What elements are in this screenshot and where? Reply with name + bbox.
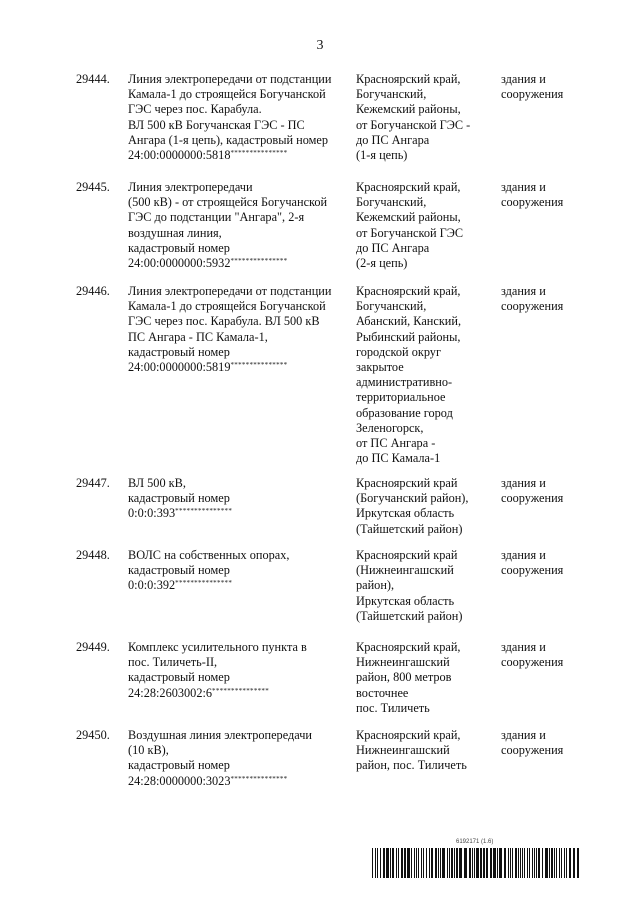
location-line: (1-я цепь) [356,148,408,163]
barcode-bar [551,848,553,878]
location-line: Богучанский, [356,195,427,210]
location-line: Иркутская область [356,506,455,521]
object-type-line: здания и [501,72,546,86]
barcode-bar [440,848,441,878]
barcode-bar [538,848,540,878]
description-line: ГЭС через пос. Карабула. ВЛ 500 кВ [128,314,320,329]
redaction-stars: *************** [230,774,288,783]
register-entry [0,640,640,722]
barcode-bar [497,848,498,878]
location-line: (Тайшетский район) [356,521,463,536]
barcode-bar [418,848,419,878]
barcode-bar [383,848,385,878]
barcode-bar [423,848,424,878]
entry-description [128,180,348,273]
barcode-bar [377,848,378,878]
object-type-line: здания и [501,284,546,298]
barcode-bar [451,848,453,878]
barcode-bar [536,848,537,878]
barcode-bar [454,848,455,878]
description-line: Ангара (1-я цепь), кадастровый номер [128,132,329,147]
barcode-bar [486,848,488,878]
description-line: ГЭС через пос. Карабула. [128,102,262,117]
object-type-line: сооружения [501,195,564,210]
cadastral-number-value: 0:0:0:393 [128,506,176,521]
barcode-bar [472,848,473,878]
description-line: кадастровый номер [128,240,230,255]
barcode-bar [522,848,523,878]
location-line: территориальное [356,390,446,405]
description-line: пос. Тиличеть-II, [128,655,218,670]
barcode [372,848,580,878]
barcode-bar [515,848,517,878]
barcode-bar [554,848,555,878]
entry-location [356,728,494,774]
barcode-bar [504,848,506,878]
barcode-bar [510,848,511,878]
entry-number: 29445. [76,180,110,194]
object-type-line: сооружения [501,563,564,578]
description-line: ВЛ 500 кВ Богучанская ГЭС - ПС [128,117,305,132]
description-line: кадастровый номер [128,670,230,685]
description-line: Линия электропередачи от подстанции [128,72,332,86]
description-line: Комплекс усилительного пункта в [128,640,307,654]
description-line: ГЭС до подстанции "Ангара", 2-я [128,210,305,225]
location-line: Кежемский районы, [356,102,461,117]
cadastral-number [128,256,348,273]
barcode-bar [447,848,448,878]
entry-location [356,72,494,163]
entry-number: 29447. [76,476,110,490]
barcode-bar [396,848,397,878]
cadastral-number [128,506,348,523]
entry-number: 29450. [76,728,110,742]
description-line: Камала-1 до строящейся Богучанской [128,299,326,314]
barcode-bar [532,848,533,878]
register-entry [0,284,640,470]
barcode-bar [534,848,535,878]
object-type-line: здания и [501,476,546,490]
barcode-bar [564,848,565,878]
object-type-line: сооружения [501,87,564,102]
entry-description [128,476,348,524]
location-line: Рыбинский районы, [356,329,461,344]
barcode-bar [490,848,492,878]
barcode-bar [512,848,513,878]
location-line: район, пос. Тиличеть [356,758,467,773]
barcode-bar [372,848,373,878]
barcode-bar [407,848,410,878]
cadastral-number-value: 24:00:0000000:5819 [128,360,231,375]
cadastral-number-value: 24:28:2603002:6 [128,685,213,700]
barcode-bar [414,848,415,878]
barcode-bar [392,848,394,878]
location-line: (Нижнеингашский [356,563,454,578]
barcode-bar [573,848,575,878]
object-type-line: сооружения [501,655,564,670]
entry-location [356,548,494,624]
entry-description [128,728,348,791]
entry-description [128,284,348,377]
location-line: Красноярский край [356,476,458,490]
location-line: Нижнеингашский [356,743,450,758]
barcode-bar [416,848,417,878]
object-type-line: здания и [501,548,546,562]
entry-number: 29449. [76,640,110,654]
location-line: Красноярский край, [356,72,461,86]
cadastral-number [128,360,348,377]
barcode-bar [380,848,381,878]
location-line: до ПС Камала-1 [356,451,441,466]
location-line: от ПС Ангара - [356,436,436,451]
barcode-bar [442,848,445,878]
redaction-stars: *************** [230,149,288,158]
cadastral-number-value: 24:28:0000000:3023 [128,773,231,788]
location-line: Красноярский край, [356,284,461,298]
entry-description [128,640,348,703]
description-line: (500 кВ) - от строящейся Богучанской [128,195,328,210]
location-line: район), [356,578,395,593]
entry-number: 29444. [76,72,110,86]
description-line: Воздушная линия электропередачи [128,728,312,742]
barcode-bar [469,848,471,878]
location-line: (2-я цепь) [356,256,408,271]
barcode-bar [561,848,562,878]
entry-object-type [501,476,611,506]
entry-object-type [501,180,611,210]
entry-description [128,72,348,165]
location-line: Иркутская область [356,593,455,608]
entry-object-type [501,548,611,578]
entry-object-type [501,640,611,670]
redaction-stars: *************** [212,686,270,695]
barcode-bar [480,848,482,878]
location-line: Красноярский край, [356,640,461,654]
barcode-bar [483,848,485,878]
barcode-bar [520,848,521,878]
location-line: Кежемский районы, [356,210,461,225]
location-line: район, 800 метров [356,670,452,685]
barcode-bar [426,848,427,878]
entry-location [356,476,494,537]
description-line: ВЛ 500 кВ, [128,476,186,490]
location-line: пос. Тиличеть [356,700,430,715]
location-line: городской округ [356,344,441,359]
location-line: Зеленогорск, [356,420,424,435]
barcode-bar [529,848,530,878]
entry-location [356,284,494,466]
object-type-line: сооружения [501,299,564,314]
description-line: Линия электропередачи от подстанции [128,284,332,298]
barcode-bar [411,848,412,878]
location-line: до ПС Ангара [356,240,430,255]
entry-number: 29448. [76,548,110,562]
redaction-stars: *************** [230,361,288,370]
redaction-stars: *************** [175,579,233,588]
document-code: 6192171 (1.6) [456,839,494,845]
barcode-bar [390,848,391,878]
location-line: образование город [356,405,453,420]
barcode-bar [577,848,579,878]
barcode-bar [476,848,479,878]
location-line: восточнее [356,685,409,700]
description-line: ПС Ангара - ПС Камала-1, [128,329,268,344]
register-entry [0,72,640,172]
description-line: кадастровый номер [128,344,230,359]
barcode-bar [545,848,548,878]
location-line: Нижнеингашский [356,655,450,670]
redaction-stars: *************** [230,257,288,266]
cadastral-number-value: 0:0:0:392 [128,578,176,593]
location-line: (Богучанский район), [356,491,469,506]
description-line: воздушная линия, [128,225,222,240]
description-line: кадастровый номер [128,758,230,773]
cadastral-number [128,148,348,165]
barcode-bar [518,848,519,878]
barcode-bar [438,848,439,878]
description-line: ВОЛС на собственных опорах, [128,548,290,562]
barcode-bar [398,848,399,878]
location-line: закрытое [356,360,404,375]
barcode-bar [449,848,450,878]
object-type-line: сооружения [501,743,564,758]
barcode-bar [375,848,376,878]
page-number: 3 [316,38,324,53]
entry-number: 29446. [76,284,110,298]
object-type-line: здания и [501,640,546,654]
barcode-bar [493,848,496,878]
barcode-bar [499,848,502,878]
barcode-bar [569,848,571,878]
location-line: от Богучанской ГЭС [356,225,464,240]
barcode-bar [435,848,437,878]
barcode-bar [404,848,406,878]
entry-location [356,640,494,716]
barcode-bar [549,848,550,878]
register-entry [0,476,640,542]
description-line: Линия электропередачи [128,180,253,194]
cadastral-number [128,686,348,703]
entry-object-type [501,72,611,102]
location-line: Богучанский, [356,87,427,102]
location-line: (Тайшетский район) [356,608,463,623]
entry-description [128,548,348,596]
register-entry [0,180,640,280]
barcode-bar [421,848,422,878]
barcode-bar [556,848,557,878]
location-line: административно- [356,375,453,390]
location-line: Абанский, Канский, [356,314,462,329]
object-type-line: здания и [501,728,546,742]
location-line: Богучанский, [356,299,427,314]
barcode-bar [459,848,462,878]
barcode-bar [474,848,475,878]
register-entry [0,548,640,634]
location-line: Красноярский край, [356,180,461,194]
register-entry [0,728,640,800]
object-type-line: сооружения [501,491,564,506]
location-line: Красноярский край [356,548,458,562]
location-line: до ПС Ангара [356,132,430,147]
location-line: от Богучанской ГЭС - [356,117,471,132]
entry-object-type [501,728,611,758]
object-type-line: здания и [501,180,546,194]
barcode-bar [386,848,389,878]
barcode-bar [508,848,509,878]
barcode-bar [401,848,403,878]
cadastral-number-value: 24:00:0000000:5818 [128,148,231,163]
barcode-bar [566,848,567,878]
barcode-bar [456,848,458,878]
cadastral-number [128,578,348,595]
cadastral-number-value: 24:00:0000000:5932 [128,256,231,271]
description-line: Камала-1 до строящейся Богучанской [128,87,326,102]
barcode-bar [542,848,543,878]
barcode-bar [527,848,528,878]
barcode-bar [429,848,430,878]
description-line: кадастровый номер [128,563,230,578]
redaction-stars: *************** [175,507,233,516]
description-line: кадастровый номер [128,491,230,506]
barcode-bar [464,848,467,878]
barcode-bar [524,848,525,878]
description-line: (10 кВ), [128,743,169,758]
cadastral-number [128,774,348,791]
entry-location [356,180,494,271]
entry-object-type [501,284,611,314]
barcode-bar [559,848,560,878]
location-line: Красноярский край, [356,728,461,742]
barcode-bar [431,848,433,878]
